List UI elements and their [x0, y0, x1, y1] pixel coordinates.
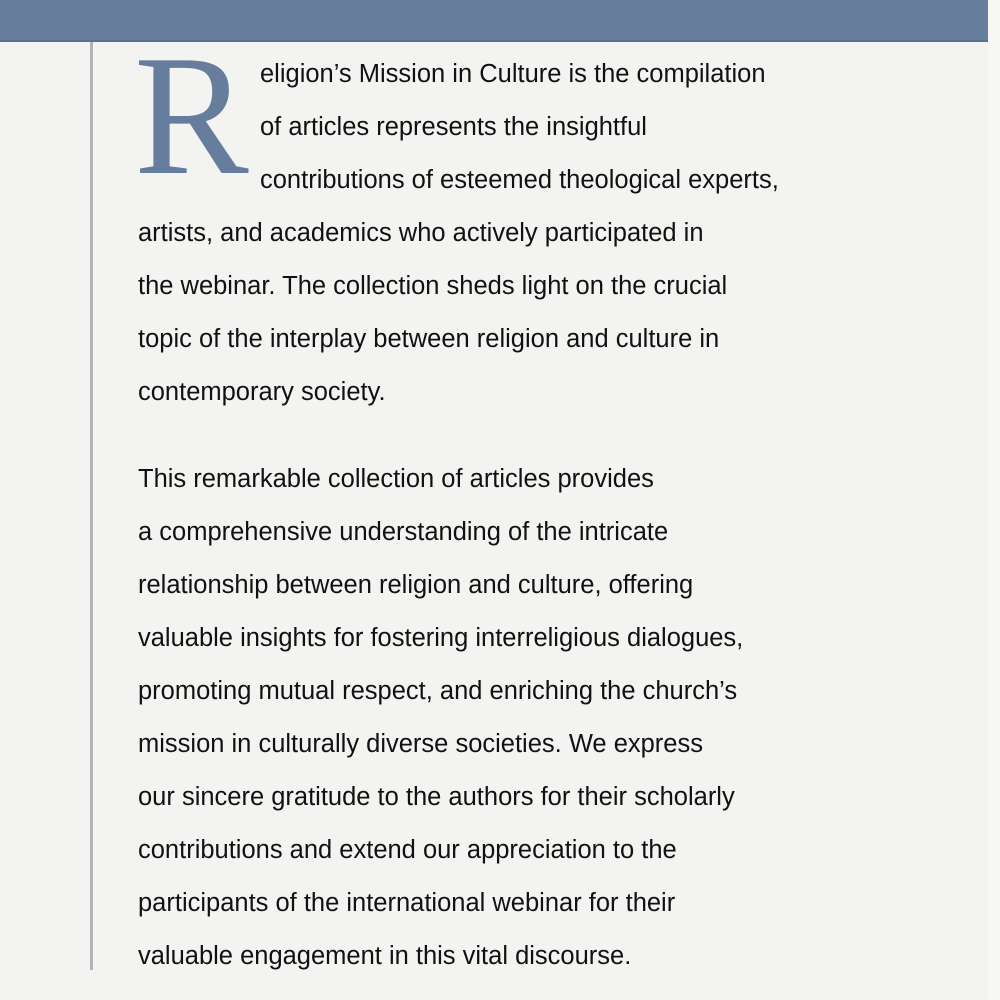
- text-line: contributions and extend our appreciation to the: [138, 836, 677, 864]
- text-line: valuable engagement in this vital discourse.: [138, 942, 632, 970]
- text-line: the webinar. The collection sheds light on the crucial: [138, 272, 728, 300]
- text-line: artists, and academics who actively participated in: [138, 219, 704, 247]
- drop-cap: R: [134, 21, 249, 211]
- text-line: participants of the international webinar for their: [138, 889, 676, 917]
- text-line: topic of the interplay between religion and culture in: [138, 325, 720, 353]
- paragraph-1: [138, 48, 779, 419]
- text-line: This remarkable collection of articles provides: [138, 465, 654, 493]
- text-line: valuable insights for fostering interreligious dialogues,: [138, 624, 744, 652]
- vertical-divider: [90, 42, 93, 970]
- right-margin: [988, 0, 1000, 1000]
- text-line: mission in culturally diverse societies. We express: [138, 730, 703, 758]
- text-line: eligion’s Mission in Culture is the compilation: [260, 60, 766, 88]
- paragraph-2: [138, 453, 743, 983]
- text-line: contributions of esteemed theological experts,: [260, 166, 779, 194]
- text-line: promoting mutual respect, and enriching the church’s: [138, 677, 738, 705]
- text-line: of articles represents the insightful: [260, 113, 647, 141]
- text-line: contemporary society.: [138, 378, 386, 406]
- text-line: our sincere gratitude to the authors for their scholarly: [138, 783, 735, 811]
- text-line: a comprehensive understanding of the intricate: [138, 518, 669, 546]
- text-line: relationship between religion and culture, offering: [138, 571, 694, 599]
